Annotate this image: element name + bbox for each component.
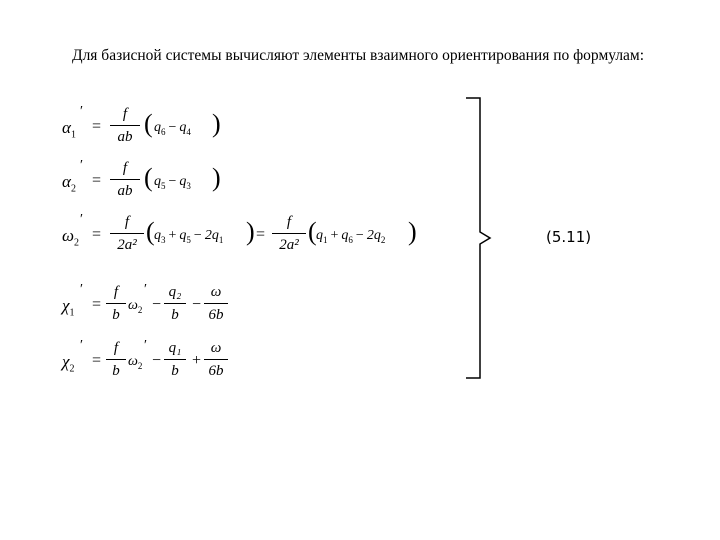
equation-omega2: $\omega_2$ ′ = f 2a² ( $q_3 + q_5 - 2q_1$ ) = f 2a² ( $q_1 + q_6 - 2q_2$ ): [62, 212, 417, 253]
right-brace: [462, 96, 502, 382]
equation-number: (5.11): [546, 228, 592, 246]
intro-paragraph: Для базисной системы вычисляют элементы взаимного ориентирования по формулам:: [72, 47, 645, 64]
equation-chi2: $\chi_2$ ′ = f b $\omega_2$ ′ − q₁ b + ω 6b: [56, 338, 236, 386]
equation-alpha2: $\alpha_2$ ′ = f ab ( $q_5 - q_3$ ): [62, 158, 221, 199]
equation-chi1: $\chi_1$ ′ = f b $\omega_2$ ′ − q₂ b − ω 6b: [56, 282, 236, 330]
equation-alpha1: $\alpha_1$ ′ = f ab ( $q_6 - q_4$ ): [62, 104, 221, 145]
